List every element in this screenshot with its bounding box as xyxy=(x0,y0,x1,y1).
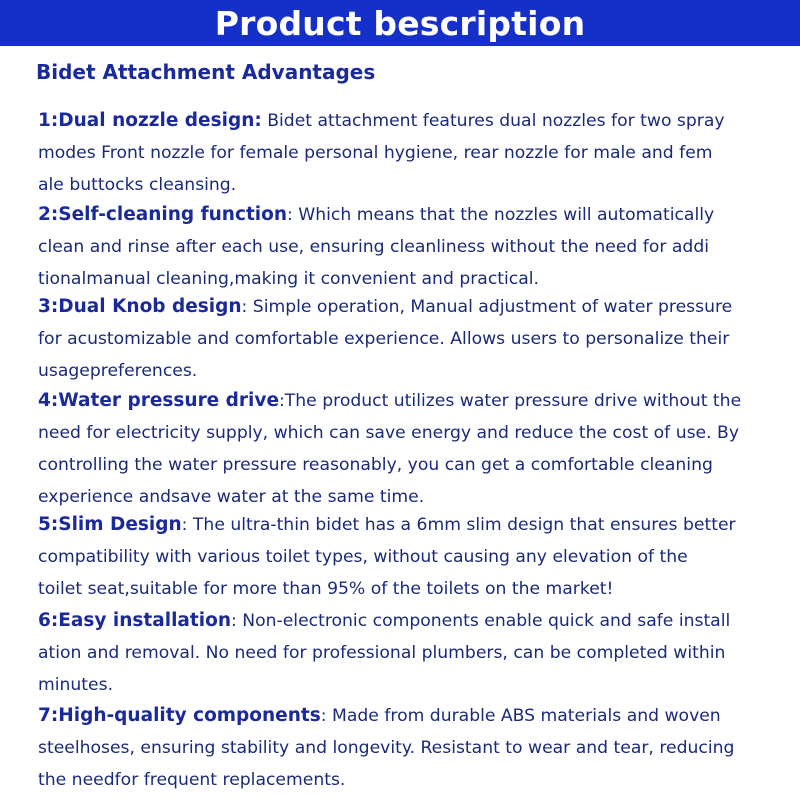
item-line: ation and removal. No need for professional plumbers, can be completed within xyxy=(38,643,726,663)
item-line: modes Front nozzle for female personal hygiene, rear nozzle for male and fem xyxy=(38,143,713,163)
advantage-item-4 xyxy=(38,385,741,513)
item-line xyxy=(38,700,734,732)
item-text: Bidet attachment features dual nozzles for two spray xyxy=(261,111,725,131)
item-text: :The product utilizes water pressure drive without the xyxy=(279,391,742,411)
item-line: usagepreferences. xyxy=(38,361,198,381)
advantage-item-5 xyxy=(38,509,736,605)
advantage-item-1 xyxy=(38,105,725,201)
item-line: controlling the water pressure reasonably, you can get a comfortable cleaning xyxy=(38,455,713,475)
item-heading: 5:Slim Design xyxy=(38,514,182,535)
item-line xyxy=(38,509,736,541)
item-line: the needfor frequent replacements. xyxy=(38,770,346,790)
item-line: compatibility with various toilet types, without causing any elevation of the xyxy=(38,547,688,567)
item-text: : Which means that the nozzles will automatically xyxy=(287,205,715,225)
advantage-item-6 xyxy=(38,605,730,701)
item-heading: 1:Dual nozzle design: xyxy=(38,110,262,131)
item-line xyxy=(38,385,741,417)
item-line: minutes. xyxy=(38,675,114,695)
item-heading: 2:Self-cleaning function xyxy=(38,204,288,225)
banner-title: Product bescription xyxy=(214,3,586,43)
item-line: steelhoses, ensuring stability and longevity. Resistant to wear and tear, reducing xyxy=(38,738,735,758)
item-line: tionalmanual cleaning,making it convenient and practical. xyxy=(38,269,540,289)
item-text: : Simple operation, Manual adjustment of water pressure xyxy=(241,297,733,317)
item-line: experience andsave water at the same time. xyxy=(38,487,425,507)
title-banner xyxy=(0,0,800,46)
advantage-item-7 xyxy=(38,700,734,796)
item-heading: 4:Water pressure drive xyxy=(38,390,279,411)
item-line: for acustomizable and comfortable experience. Allows users to personalize their xyxy=(38,329,730,349)
section-heading: Bidet Attachment Advantages xyxy=(36,60,376,84)
item-line xyxy=(38,291,732,323)
item-line xyxy=(38,105,725,137)
item-text: : Made from durable ABS materials and woven xyxy=(320,706,721,726)
item-line: ale buttocks cleansing. xyxy=(38,175,237,195)
advantage-item-2 xyxy=(38,199,714,295)
item-line xyxy=(38,199,714,231)
advantage-item-3 xyxy=(38,291,732,387)
item-line xyxy=(38,605,730,637)
item-heading: 6:Easy installation xyxy=(38,610,231,631)
item-text: : Non-electronic components enable quick and safe install xyxy=(231,611,731,631)
item-heading: 7:High-quality components xyxy=(38,705,321,726)
item-line: need for electricity supply, which can save energy and reduce the cost of use. By xyxy=(38,423,740,443)
item-line: clean and rinse after each use, ensuring cleanliness without the need for addi xyxy=(38,237,710,257)
item-text: : The ultra-thin bidet has a 6mm slim design that ensures better xyxy=(181,515,736,535)
item-line: toilet seat,suitable for more than 95% of the toilets on the market! xyxy=(38,579,614,599)
item-heading: 3:Dual Knob design xyxy=(38,296,242,317)
